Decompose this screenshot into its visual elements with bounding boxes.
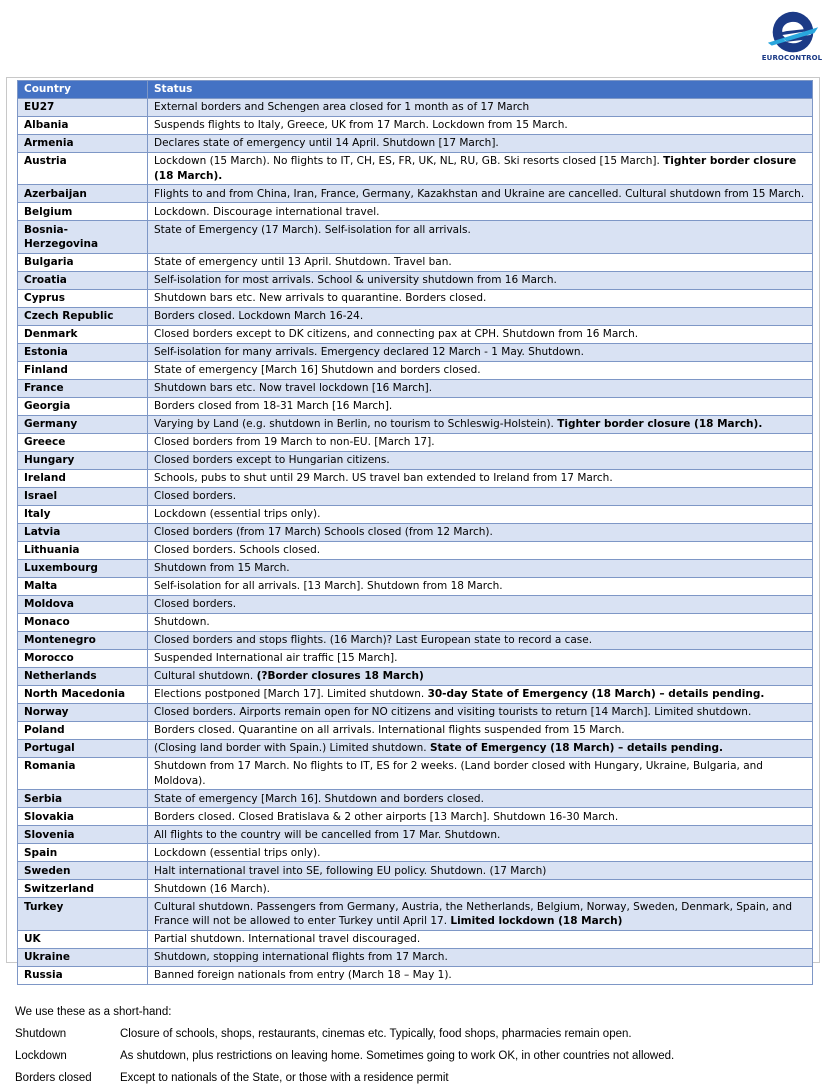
status-text: Banned foreign nationals from entry (March 18 – May 1).	[154, 968, 452, 981]
status-text-bold: Limited lockdown (18 March)	[450, 914, 623, 927]
country-cell: UK	[18, 930, 148, 948]
status-text: Elections postponed [March 17]. Limited shutdown.	[154, 688, 428, 701]
status-text: Lockdown. Discourage international travel.	[154, 205, 380, 218]
status-text: State of emergency until 13 April. Shutdown. Travel ban.	[154, 256, 452, 269]
status-text: Shutdown from 17 March. No flights to IT, ES for 2 weeks. (Land border closed with Hungary, Ukraine, Bulgaria, and Moldova).	[154, 760, 763, 787]
table-row	[18, 930, 813, 948]
status-cell	[148, 433, 813, 451]
country-cell: Sweden	[18, 862, 148, 880]
status-text: Shutdown from 15 March.	[154, 562, 290, 575]
status-text-bold: 30-day State of Emergency (18 March) – details pending.	[427, 688, 765, 701]
table-row	[18, 790, 813, 808]
country-cell: Georgia	[18, 397, 148, 415]
status-text: Flights to and from China, Iran, France, Germany, Kazakhstan and Ukraine are cancelled. Cultural shutdown from 15 March.	[154, 187, 805, 200]
status-cell	[148, 966, 813, 984]
legend-term: Lockdown	[15, 1050, 67, 1062]
status-cell	[148, 361, 813, 379]
status-text: Borders closed. Quarantine on all arrivals. International flights suspended from 15 March.	[154, 724, 625, 737]
status-cell	[148, 307, 813, 325]
status-cell	[148, 203, 813, 221]
country-cell: North Macedonia	[18, 685, 148, 703]
country-cell: Hungary	[18, 451, 148, 469]
table-row	[18, 613, 813, 631]
status-cell	[148, 343, 813, 361]
country-cell: France	[18, 379, 148, 397]
status-cell	[148, 523, 813, 541]
table-row	[18, 221, 813, 253]
status-text: Self-isolation for most arrivals. School & university shutdown from 16 March.	[154, 274, 557, 287]
status-cell	[148, 930, 813, 948]
status-cell	[148, 948, 813, 966]
country-cell: Armenia	[18, 135, 148, 153]
status-cell	[148, 898, 813, 930]
legend-row	[15, 1023, 815, 1045]
country-cell: Azerbaijan	[18, 185, 148, 203]
table-row	[18, 289, 813, 307]
status-cell	[148, 185, 813, 203]
status-text: Self-isolation for many arrivals. Emergency declared 12 March - 1 May. Shutdown.	[154, 346, 584, 359]
table-row	[18, 631, 813, 649]
status-cell	[148, 505, 813, 523]
table-row	[18, 948, 813, 966]
status-text: Borders closed from 18-31 March [16 March].	[154, 400, 393, 413]
country-cell: Italy	[18, 505, 148, 523]
status-text: Shutdown, stopping international flights from 17 March.	[154, 950, 448, 963]
country-cell: Switzerland	[18, 880, 148, 898]
legend-definition: As shutdown, plus restrictions on leaving home. Sometimes going to work OK, in other countries not allowed.	[120, 1050, 675, 1062]
status-cell	[148, 221, 813, 253]
country-cell: Greece	[18, 433, 148, 451]
table-row	[18, 703, 813, 721]
country-cell: Cyprus	[18, 289, 148, 307]
status-text-bold: State of Emergency (18 March) – details pending.	[429, 742, 723, 755]
column-header-country: Country	[18, 81, 148, 99]
table-row	[18, 685, 813, 703]
table-row	[18, 325, 813, 343]
country-cell: Finland	[18, 361, 148, 379]
table-row	[18, 649, 813, 667]
table-row	[18, 880, 813, 898]
table-row	[18, 757, 813, 789]
country-cell: Slovakia	[18, 808, 148, 826]
country-cell: Denmark	[18, 325, 148, 343]
status-text: Borders closed. Closed Bratislava & 2 other airports [13 March]. Shutdown 16-30 March.	[154, 810, 619, 823]
status-cell	[148, 135, 813, 153]
table-row	[18, 844, 813, 862]
country-cell: Moldova	[18, 595, 148, 613]
status-text: Suspended International air traffic [15 March].	[154, 652, 398, 665]
table-row	[18, 487, 813, 505]
status-text: Shutdown bars etc. New arrivals to quarantine. Borders closed.	[154, 292, 487, 305]
status-cell	[148, 559, 813, 577]
status-cell	[148, 721, 813, 739]
status-text: State of emergency [March 16]. Shutdown and borders closed.	[154, 792, 484, 805]
status-text: Self-isolation for all arrivals. [13 March]. Shutdown from 18 March.	[154, 580, 503, 593]
table-row	[18, 721, 813, 739]
table-row	[18, 153, 813, 185]
status-text: Partial shutdown. International travel discouraged.	[154, 932, 421, 945]
status-cell	[148, 808, 813, 826]
status-cell	[148, 415, 813, 433]
table-row	[18, 523, 813, 541]
status-cell	[148, 487, 813, 505]
status-cell	[148, 844, 813, 862]
country-cell: Bulgaria	[18, 253, 148, 271]
status-cell	[148, 685, 813, 703]
status-cell	[148, 99, 813, 117]
table-row	[18, 415, 813, 433]
country-cell: Bosnia-Herzegovina	[18, 221, 148, 253]
country-cell: Germany	[18, 415, 148, 433]
country-cell: Monaco	[18, 613, 148, 631]
country-cell: Estonia	[18, 343, 148, 361]
status-text: Borders closed. Lockdown March 16-24.	[154, 310, 364, 323]
status-text: Varying by Land (e.g. shutdown in Berlin, no tourism to Schleswig-Holstein).	[154, 418, 558, 431]
legend-term: Borders closed	[15, 1072, 92, 1084]
status-text: Closed borders except to DK citizens, and connecting pax at CPH. Shutdown from 16 March.	[154, 328, 639, 341]
status-text: Closed borders.	[154, 598, 237, 611]
status-cell	[148, 469, 813, 487]
legend-intro: We use these as a short-hand:	[15, 1006, 172, 1018]
table-row	[18, 862, 813, 880]
country-cell: Poland	[18, 721, 148, 739]
table-row	[18, 577, 813, 595]
status-cell	[148, 117, 813, 135]
column-header-status: Status	[148, 81, 813, 99]
country-cell: Lithuania	[18, 541, 148, 559]
status-cell	[148, 862, 813, 880]
table-row	[18, 469, 813, 487]
country-cell: Romania	[18, 757, 148, 789]
legend-row	[15, 1045, 815, 1067]
country-cell: Ukraine	[18, 948, 148, 966]
country-cell: Portugal	[18, 739, 148, 757]
status-text: State of emergency [March 16] Shutdown and borders closed.	[154, 364, 481, 377]
status-cell	[148, 667, 813, 685]
country-cell: Latvia	[18, 523, 148, 541]
legend-items	[15, 1023, 815, 1087]
status-text-bold: Tighter border closure (18 March).	[557, 418, 763, 431]
status-text: Closed borders from 19 March to non-EU. [March 17].	[154, 436, 435, 449]
status-text: Declares state of emergency until 14 April. Shutdown [17 March].	[154, 137, 499, 150]
status-cell	[148, 253, 813, 271]
status-text: Cultural shutdown. Passengers from Germany, Austria, the Netherlands, Belgium, Norway, Sweden, Denmark, Spain, and France will not be allowed to enter Turkey until April 17.	[154, 900, 793, 927]
status-cell	[148, 757, 813, 789]
status-cell	[148, 451, 813, 469]
country-cell: Turkey	[18, 898, 148, 930]
country-cell: Serbia	[18, 790, 148, 808]
table-row	[18, 826, 813, 844]
status-text-bold: Tighter border closure (18 March).	[154, 155, 797, 182]
table-row	[18, 433, 813, 451]
status-text: External borders and Schengen area closed for 1 month as of 17 March	[154, 101, 530, 114]
table-row	[18, 898, 813, 930]
table-row	[18, 135, 813, 153]
country-cell: Luxembourg	[18, 559, 148, 577]
table-row	[18, 185, 813, 203]
country-cell: Malta	[18, 577, 148, 595]
status-cell	[148, 541, 813, 559]
country-cell: Russia	[18, 966, 148, 984]
status-cell	[148, 577, 813, 595]
status-text: All flights to the country will be cancelled from 17 Mar. Shutdown.	[154, 828, 501, 841]
legend-definition: Closure of schools, shops, restaurants, cinemas etc. Typically, food shops, pharmacies remain open.	[120, 1028, 632, 1040]
table-row	[18, 99, 813, 117]
legend-definition: Except to nationals of the State, or those with a residence permit	[120, 1072, 449, 1084]
table-row	[18, 307, 813, 325]
country-cell: EU27	[18, 99, 148, 117]
table-row	[18, 203, 813, 221]
legend-term: Shutdown	[15, 1028, 67, 1040]
table-row	[18, 451, 813, 469]
status-cell	[148, 397, 813, 415]
status-text: Closed borders (from 17 March) Schools closed (from 12 March).	[154, 526, 493, 539]
logo-text: EUROCONTROL	[761, 54, 823, 62]
table-row	[18, 559, 813, 577]
table-row	[18, 808, 813, 826]
status-text: Closed borders.	[154, 490, 237, 503]
status-cell	[148, 739, 813, 757]
status-text: Suspends flights to Italy, Greece, UK from 17 March. Lockdown from 15 March.	[154, 119, 568, 132]
country-status-table	[17, 80, 813, 985]
status-cell	[148, 271, 813, 289]
table-row	[18, 966, 813, 984]
status-text-bold: (?Border closures 18 March)	[256, 670, 424, 683]
status-cell	[148, 613, 813, 631]
country-cell: Norway	[18, 703, 148, 721]
status-cell	[148, 595, 813, 613]
status-text: Closed borders. Airports remain open for NO citizens and visiting tourists to return [14 March]. Limited shutdown.	[154, 706, 752, 719]
status-text: (Closing land border with Spain.) Limited shutdown.	[154, 742, 430, 755]
country-cell: Ireland	[18, 469, 148, 487]
status-text: Closed borders and stops flights. (16 March)? Last European state to record a case.	[154, 634, 593, 647]
status-cell	[148, 379, 813, 397]
status-text: Closed borders. Schools closed.	[154, 544, 321, 557]
legend	[15, 1001, 815, 1087]
country-cell: Morocco	[18, 649, 148, 667]
country-cell: Montenegro	[18, 631, 148, 649]
status-cell	[148, 880, 813, 898]
country-cell: Croatia	[18, 271, 148, 289]
status-text: Lockdown (essential trips only).	[154, 846, 321, 859]
country-cell: Belgium	[18, 203, 148, 221]
table-row	[18, 253, 813, 271]
status-cell	[148, 631, 813, 649]
table-header-row	[18, 81, 813, 99]
country-cell: Israel	[18, 487, 148, 505]
country-cell: Czech Republic	[18, 307, 148, 325]
table-body	[18, 99, 813, 985]
country-cell: Spain	[18, 844, 148, 862]
status-text: Shutdown.	[154, 616, 210, 629]
status-text: Lockdown (essential trips only).	[154, 508, 321, 521]
table-row	[18, 739, 813, 757]
status-text: Shutdown bars etc. Now travel lockdown [16 March].	[154, 382, 433, 395]
status-text: Lockdown (15 March). No flights to IT, CH, ES, FR, UK, NL, RU, GB. Ski resorts closed [15 March].	[154, 155, 664, 168]
status-cell	[148, 153, 813, 185]
status-cell	[148, 826, 813, 844]
table-row	[18, 379, 813, 397]
status-text: State of Emergency (17 March). Self-isolation for all arrivals.	[154, 223, 471, 236]
table-row	[18, 667, 813, 685]
table-row	[18, 541, 813, 559]
country-cell: Austria	[18, 153, 148, 185]
legend-row	[15, 1067, 815, 1087]
table-row	[18, 397, 813, 415]
country-cell: Albania	[18, 117, 148, 135]
status-text: Shutdown (16 March).	[154, 882, 270, 895]
table-row	[18, 505, 813, 523]
status-text: Closed borders except to Hungarian citizens.	[154, 454, 390, 467]
status-cell	[148, 790, 813, 808]
table-row	[18, 343, 813, 361]
table-row	[18, 271, 813, 289]
status-text: Cultural shutdown.	[154, 670, 257, 683]
country-cell: Netherlands	[18, 667, 148, 685]
status-cell	[148, 649, 813, 667]
status-cell	[148, 289, 813, 307]
status-text: Schools, pubs to shut until 29 March. US travel ban extended to Ireland from 17 March.	[154, 472, 613, 485]
country-cell: Slovenia	[18, 826, 148, 844]
table-row	[18, 117, 813, 135]
status-text: Halt international travel into SE, following EU policy. Shutdown. (17 March)	[154, 864, 547, 877]
table-row	[18, 595, 813, 613]
status-cell	[148, 703, 813, 721]
status-cell	[148, 325, 813, 343]
table-row	[18, 361, 813, 379]
